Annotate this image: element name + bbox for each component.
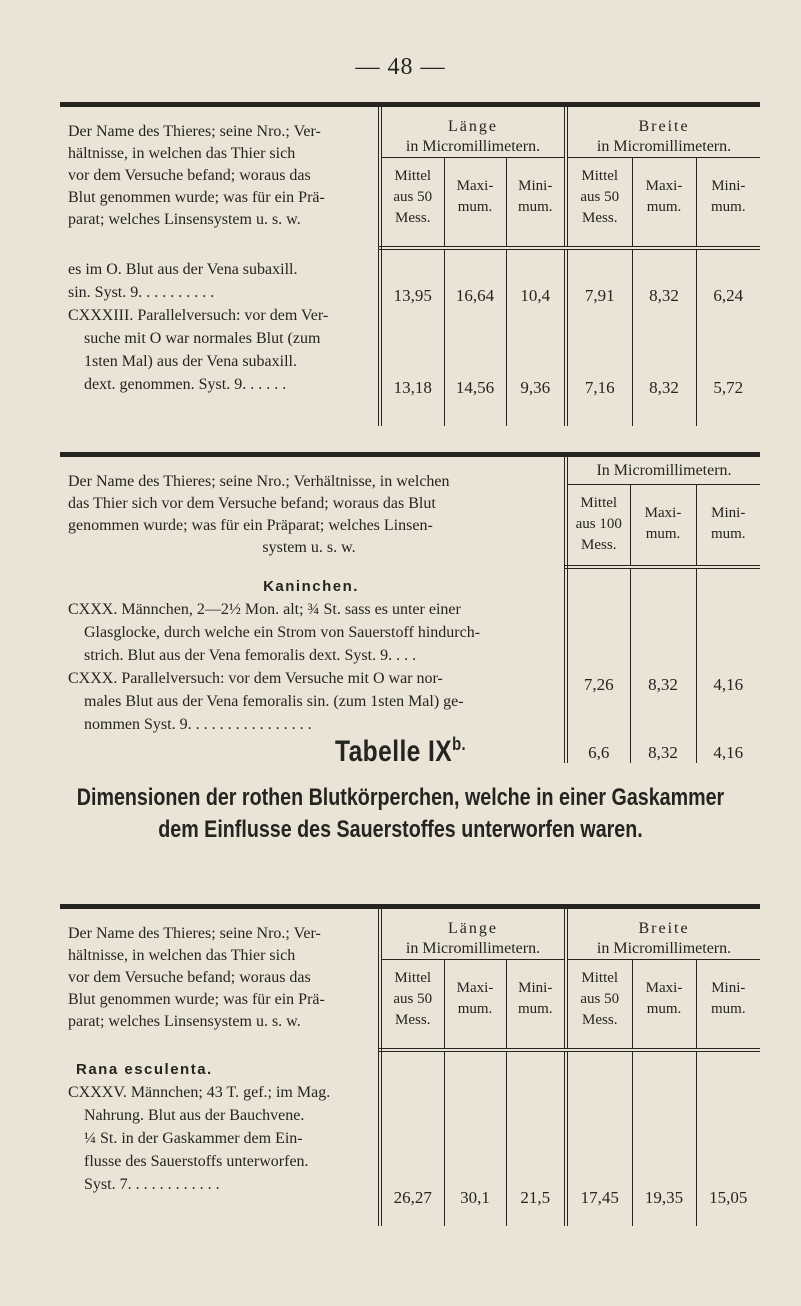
value: 26,27 bbox=[393, 1188, 432, 1207]
value: 21,5 bbox=[520, 1188, 551, 1207]
value: 6,24 bbox=[713, 286, 744, 305]
length-min-cell bbox=[506, 248, 566, 426]
value: 30,1 bbox=[460, 1188, 490, 1207]
value: 4,16 bbox=[713, 675, 744, 694]
table-3-description bbox=[60, 1050, 380, 1226]
table-1 bbox=[60, 102, 760, 426]
sub-header-line: mum. bbox=[645, 526, 681, 543]
sub-header-line: mum. bbox=[457, 1001, 493, 1017]
unit-header-text: In Micromillimetern. bbox=[596, 462, 732, 479]
name-header-line: Der Name des Thieres; seine Nro.; Ver- bbox=[68, 925, 321, 942]
section-heading: Rana esculenta. bbox=[76, 1061, 213, 1078]
width-min-cell bbox=[696, 1050, 760, 1226]
sub-header-line: mum. bbox=[646, 199, 682, 215]
width-max-header bbox=[632, 158, 696, 249]
name-header-line: parat; welches Linsensystem u. s. w. bbox=[68, 1013, 301, 1030]
sub-header-line: Mess. bbox=[582, 1012, 618, 1028]
sub-header-line: Mini- bbox=[711, 505, 746, 522]
desc-line: strich. Blut aus der Vena femoralis dext. Syst. 9. . . . bbox=[84, 647, 417, 664]
length-min-header bbox=[506, 158, 566, 249]
sub-header-line: mum. bbox=[710, 199, 746, 215]
desc-line: 1sten Mal) aus der Vena subaxill. bbox=[84, 353, 297, 370]
sub-header-line: Mini- bbox=[711, 178, 746, 194]
name-header-line: Der Name des Thieres; seine Nro.; Verhältnisse, in welchen bbox=[68, 473, 450, 490]
table-1-description bbox=[60, 248, 380, 426]
sub-header-line: Mini- bbox=[711, 980, 746, 996]
width-group-header bbox=[566, 907, 760, 960]
width-min-cell bbox=[696, 248, 760, 426]
max-header bbox=[630, 485, 696, 567]
table-subtitle-line-2: dem Einflusse des Sauerstoffes unterworfen waren. bbox=[158, 816, 643, 843]
sub-header-line: Maxi- bbox=[644, 505, 682, 522]
mean-header bbox=[566, 485, 630, 567]
value: 4,16 bbox=[713, 743, 744, 762]
value: 8,32 bbox=[648, 675, 678, 694]
sub-header-line: mum. bbox=[517, 199, 553, 215]
value: 13,95 bbox=[393, 286, 432, 305]
desc-line: Nahrung. Blut aus der Bauchvene. bbox=[84, 1107, 305, 1124]
sub-header-line: mum. bbox=[710, 1001, 746, 1017]
unit-header bbox=[566, 455, 760, 485]
sub-header-line: aus 50 bbox=[580, 189, 620, 205]
length-max-header bbox=[444, 960, 506, 1051]
table-title-text: Tabelle IX bbox=[334, 735, 453, 768]
width-mean-header bbox=[566, 158, 632, 249]
sub-header-line: aus 100 bbox=[575, 516, 622, 533]
table-subtitle-line-1: Dimensionen der rothen Blutkörperchen, welche in einer Gaskammer bbox=[76, 784, 725, 811]
sub-header-line: Mittel bbox=[394, 168, 432, 184]
width-group-unit: in Micromillimetern. bbox=[596, 940, 732, 957]
sub-header-line: Mini- bbox=[518, 980, 553, 996]
sub-header-line: Mess. bbox=[395, 1012, 431, 1028]
value: 8,32 bbox=[649, 378, 679, 397]
sub-header-line: Mess. bbox=[581, 537, 617, 554]
value: 5,72 bbox=[713, 378, 744, 397]
desc-line: ¼ St. in der Gaskammer dem Ein- bbox=[84, 1130, 303, 1147]
length-max-cell bbox=[444, 1050, 506, 1226]
desc-line: dext. genommen. Syst. 9. . . . . . bbox=[84, 376, 287, 393]
desc-line: CXXX. Männchen, 2—2½ Mon. alt; ¾ St. sass es unter einer bbox=[68, 601, 461, 618]
table-2-name-header bbox=[60, 455, 566, 568]
table-title-suffix: b. bbox=[452, 734, 467, 754]
width-mean-header bbox=[566, 960, 632, 1051]
value: 7,26 bbox=[583, 675, 614, 694]
sub-header-line: aus 50 bbox=[580, 991, 620, 1007]
value: 7,91 bbox=[584, 286, 615, 305]
name-header-line: Blut genommen wurde; was für ein Prä- bbox=[68, 991, 325, 1008]
table-title bbox=[72, 734, 729, 769]
length-mean-header bbox=[380, 960, 444, 1051]
width-max-cell bbox=[632, 248, 696, 426]
value: 13,18 bbox=[393, 378, 432, 397]
desc-line: CXXXV. Männchen; 43 T. gef.; im Mag. bbox=[68, 1084, 331, 1101]
length-group-header bbox=[380, 105, 566, 158]
width-group-header bbox=[566, 105, 760, 158]
width-mean-cell bbox=[566, 1050, 632, 1226]
sub-header-line: Mess. bbox=[395, 210, 431, 226]
value: 16,64 bbox=[455, 286, 495, 305]
value: 9,36 bbox=[520, 378, 551, 397]
length-group-unit: in Micromillimetern. bbox=[405, 138, 541, 155]
width-max-header bbox=[632, 960, 696, 1051]
name-header-line: hältnisse, in welchen das Thier sich bbox=[68, 947, 296, 964]
length-mean-header bbox=[380, 158, 444, 249]
name-header-line: Der Name des Thieres; seine Nro.; Ver- bbox=[68, 123, 321, 140]
name-header-line: vor dem Versuche befand; woraus das bbox=[68, 969, 311, 986]
value: 17,45 bbox=[580, 1188, 619, 1207]
name-header-line: genommen wurde; was für ein Präparat; welches Linsen- bbox=[68, 517, 433, 534]
section-heading: Kaninchen. bbox=[263, 578, 359, 595]
sub-header-line: mum. bbox=[457, 199, 493, 215]
desc-line: sin. Syst. 9. . . . . . . . . . bbox=[68, 284, 215, 301]
desc-line: Syst. 7. . . . . . . . . . . . bbox=[84, 1176, 220, 1193]
width-min-header bbox=[696, 960, 760, 1051]
length-min-header bbox=[506, 960, 566, 1051]
value: 8,32 bbox=[649, 286, 679, 305]
table-3 bbox=[60, 904, 760, 1226]
value: 10,4 bbox=[520, 286, 551, 305]
desc-line: males Blut aus der Vena femoralis sin. (zum 1sten Mal) ge- bbox=[84, 693, 464, 710]
desc-line: nommen Syst. 9. . . . . . . . . . . . . . . . bbox=[84, 716, 312, 733]
length-max-header bbox=[444, 158, 506, 249]
value: 19,35 bbox=[644, 1188, 684, 1207]
sub-header-line: Mittel bbox=[580, 495, 618, 512]
width-min-header bbox=[696, 158, 760, 249]
sub-header-line: mum. bbox=[646, 1001, 682, 1017]
value: 14,56 bbox=[455, 378, 495, 397]
sub-header-line: Mittel bbox=[581, 970, 619, 986]
width-group-unit: in Micromillimetern. bbox=[596, 138, 732, 155]
value: 7,16 bbox=[584, 378, 615, 397]
desc-line: CXXX. Parallelversuch: vor dem Versuche mit O war nor- bbox=[68, 670, 443, 687]
value: 15,05 bbox=[709, 1188, 748, 1207]
sub-header-line: Maxi- bbox=[456, 980, 494, 996]
desc-line: suche mit O war normales Blut (zum bbox=[84, 330, 321, 347]
value: 8,32 bbox=[648, 743, 678, 762]
width-mean-cell bbox=[566, 248, 632, 426]
length-group-unit: in Micromillimetern. bbox=[405, 940, 541, 957]
sub-header-line: Mittel bbox=[581, 168, 619, 184]
table-2 bbox=[60, 452, 760, 763]
name-header-line: das Thier sich vor dem Versuche befand; woraus das Blut bbox=[68, 495, 436, 512]
width-group-title: Breite bbox=[638, 118, 690, 135]
sub-header-line: mum. bbox=[517, 1001, 553, 1017]
sub-header-line: Mini- bbox=[518, 178, 553, 194]
sub-header-line: aus 50 bbox=[393, 991, 433, 1007]
width-group-title: Breite bbox=[638, 920, 690, 937]
name-header-line: system u. s. w. bbox=[262, 539, 356, 556]
length-max-cell bbox=[444, 248, 506, 426]
sub-header-line: Maxi- bbox=[645, 178, 683, 194]
sub-header-line: Maxi- bbox=[645, 980, 683, 996]
table-3-name-header bbox=[60, 907, 380, 1051]
name-header-line: Blut genommen wurde; was für ein Prä- bbox=[68, 189, 325, 206]
value: 6,6 bbox=[588, 743, 610, 762]
length-mean-cell bbox=[380, 248, 444, 426]
name-header-line: vor dem Versuche befand; woraus das bbox=[68, 167, 311, 184]
sub-header-line: aus 50 bbox=[393, 189, 433, 205]
length-group-title: Länge bbox=[448, 118, 498, 135]
desc-line: es im O. Blut aus der Vena subaxill. bbox=[68, 261, 298, 278]
length-group-header bbox=[380, 907, 566, 960]
sub-header-line: Mittel bbox=[394, 970, 432, 986]
name-header-line: parat; welches Linsensystem u. s. w. bbox=[68, 211, 301, 228]
desc-line: Glasglocke, durch welche ein Strom von Sauerstoff hindurch- bbox=[84, 624, 481, 641]
sub-header-line: mum. bbox=[710, 526, 746, 543]
width-max-cell bbox=[632, 1050, 696, 1226]
sub-header-line: Mess. bbox=[582, 210, 618, 226]
page-number: — 48 — bbox=[355, 54, 446, 80]
desc-line: CXXXIII. Parallelversuch: vor dem Ver- bbox=[68, 307, 329, 324]
length-group-title: Länge bbox=[448, 920, 498, 937]
name-header-line: hältnisse, in welchen das Thier sich bbox=[68, 145, 296, 162]
sub-header-line: Maxi- bbox=[456, 178, 494, 194]
min-header bbox=[696, 485, 760, 567]
length-mean-cell bbox=[380, 1050, 444, 1226]
table-1-name-header bbox=[60, 105, 380, 249]
desc-line: flusse des Sauerstoffs unterworfen. bbox=[84, 1153, 309, 1170]
length-min-cell bbox=[506, 1050, 566, 1226]
